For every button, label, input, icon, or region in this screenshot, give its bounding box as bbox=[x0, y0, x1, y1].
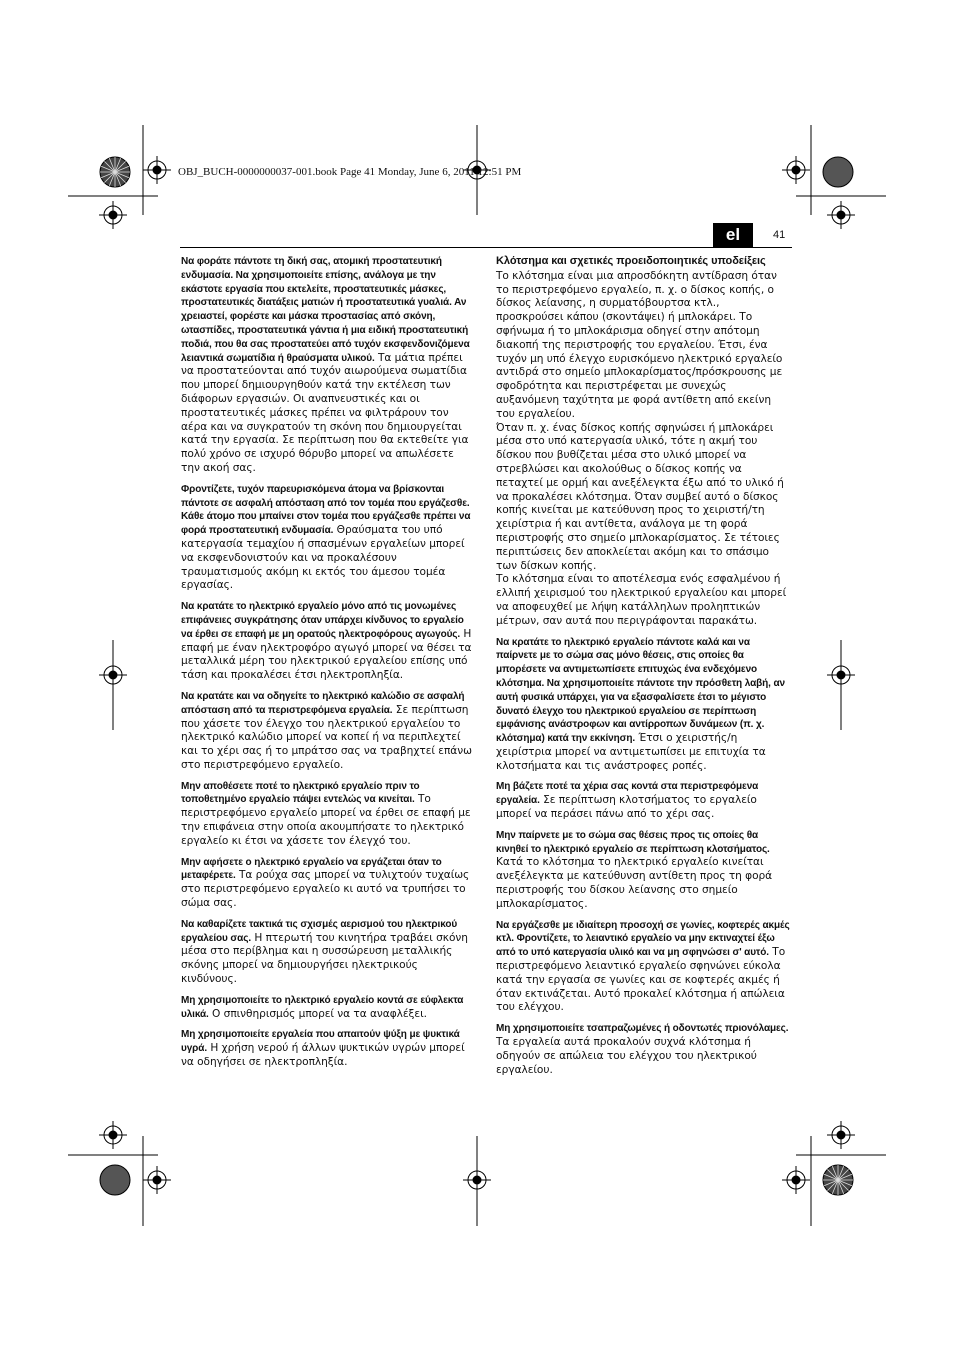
paragraph bbox=[496, 919, 790, 1016]
paragraph bbox=[181, 600, 475, 683]
paragraph-text: Τα ρούχα σας μπορεί να τυλιχτούν τυχαίως στο περιστρεφόμενο εργαλείο κι αυτό να τρυπήσει το σώμα σας. bbox=[181, 869, 470, 910]
intro-paragraph: Όταν π. χ. ένας δίσκος κοπής σφηνώσει ή μπλοκάρει μέσα στο υπό κατεργασία υλικό, τότε η ακμή του δίσκου που βυθίζεται μέσα στο υλικό μπορεί να στρεβλώσει και ακολούθως ο δίσκος κοπής να πεταχτεί με ορμή και ανεξέλεγκτα έξω από το υλικό ή να προκαλέσει κλότσημα. Όταν συμβεί αυτό ο δίσκος κοπής κινείται με κατεύθυνση προς το χειριστή/τη χειρίστρια ή και αντίθετα, ανάλογα με τη φορά περιστροφής στο σημείο μπλοκαρίσματος. Σε τέτοιες περιπτώσεις δεν αποκλείεται ακόμη και το σπάσιμο των δίσκων κοπής. bbox=[496, 421, 784, 572]
page-number: 41 bbox=[773, 229, 786, 241]
intro-paragraph: Το κλότσημα είναι μια απροσδόκητη αντίδραση όταν το περιστρεφόμενο εργαλείο, π. χ. ο δίσκος κοπής, ο δίσκος λείανσης, η συρματόβουρτσα κτλ., προσκρούσει κάπου (σκοντάψει) ή μπλοκάρει. Το σφήνωμα ή το μπλοκάρισμα οδηγεί στην απότομη διακοπή της περιστροφής του εργαλείου. Έτσι, ένα τυχόν μη υπό έλεγχο ευρισκόμενο ηλεκτρικό εργαλείο αντιδρά στο σημείο μπλοκαρίσματος/πρόσκρουσης με σφοδρότητα και περιστρέφεται με συνεχώς αυξανόμενη ταχύτητα με φορά αντίθετη από εκείνη του εργαλείου. bbox=[496, 269, 783, 420]
paragraph bbox=[181, 856, 475, 911]
paragraph bbox=[181, 483, 475, 593]
paragraph bbox=[496, 1022, 790, 1077]
paragraph-text: Το περιστρεφόμενο εργαλείο μπορεί να έρθει σε επαφή με την επιφάνεια στην οποία ακουμπήσατε το ηλεκτρικό εργαλείο κι έτσι να χάσετε τον έλεγχό του. bbox=[181, 793, 471, 847]
paragraph-text: Τα εργαλεία αυτά προκαλούν συχνά κλότσημα ή οδηγούν σε απώλεια του ελέγχου του ηλεκτρικού εργαλείου. bbox=[496, 1036, 757, 1076]
paragraph-text: Ο σπινθηρισμός μπορεί να τα αναφλέξει. bbox=[208, 1007, 427, 1020]
paragraph-text: Σε περίπτωση που χάσετε τον έλεγχο του ηλεκτρικού εργαλείου το ηλεκτρικό καλώδιο μπορεί να κοπεί ή να περιπλεχτεί και το χέρι σας ή το μπράτσο σας να τραβηχτεί επάνω στο περιστρεφόμενο εργαλείο. bbox=[181, 703, 472, 771]
paragraph-bold: Να καθαρίζετε τακτικά τις σχισμές αερισμού του ηλεκτρικού εργαλείου σας. bbox=[181, 918, 458, 944]
header-rule bbox=[180, 247, 792, 248]
paragraph-text: Σε περίπτωση κλοτσήματος το εργαλείο μπορεί να περάσει πάνω από το χέρι σας. bbox=[496, 794, 757, 821]
paragraph-text: Η χρήση νερού ή άλλων ψυκτικών υγρών μπορεί να οδηγήσει σε ηλεκτροπληξία. bbox=[181, 1042, 465, 1069]
left-column bbox=[181, 255, 475, 1077]
paragraph-bold: Μη χρησιμοποιείτε εργαλεία που απαιτούν ψύξη με ψυκτικά υγρά. bbox=[181, 1029, 460, 1055]
paragraph-text: Τα μάτια πρέπει να προστατεύονται από τυχόν αιωρούμενα σωματίδια που μπορεί δημιουργηθούν κατά την εκτέλεση των διάφορων εργασιών. Οι αναπνευστικές και οι προστατευτικές μάσκες πρέπει να φιλτράρουν τον αέρα και να συγκρατούν τη σκόνη που δημιουργείται κατά την εργασία. Σε περίπτωση που θα εκτεθείτε για πολύ χρόνο σε ισχυρό θόρυβο μπορεί να απωλέσετε την ακοή σας. bbox=[181, 351, 469, 474]
paragraph-bold: Μην αποθέσετε ποτέ το ηλεκτρικό εργαλείο πριν το τοποθετημένο εργαλείο πάψει εντελώς να κινείται. bbox=[181, 780, 420, 806]
paragraph bbox=[496, 829, 790, 912]
paragraph-bold: Να φοράτε πάντοτε τη δική σας, ατομική προστατευτική ενδυμασία. Να χρησιμοποιείτε επίσης, ανάλογα με την εκάστοτε εργασία που εκτελείτε, προστατευτικές μάσκες, προστατευτικές διατάξεις ματιών ή προστατευτικά γυαλιά. Αν χρειαστεί, φορέστε και μάσκα προστασίας από σκόνη, ωτασπίδες, προστατευτικά γάντια ή μια ειδική προστατευτική ποδιά, που θα σας προστατεύει από τυχόν εκσφενδονιζόμενα λειαντικά σωματίδια ή θραύσματα υλικού. bbox=[181, 256, 470, 364]
paragraph-text: Η επαφή με έναν ηλεκτροφόρο αγωγό μπορεί να θέσει τα μεταλλικά μέρη του ηλεκτρικού εργαλείου επίσης υπό τάση και προκαλέσει έτσι ηλεκτροπληξία. bbox=[181, 627, 472, 682]
paragraph-bold: Μη χρησιμοποιείτε το ηλεκτρικό εργαλείο κοντά σε εύφλεκτα υλικά. bbox=[181, 994, 464, 1020]
paragraph bbox=[181, 994, 475, 1022]
book-info-line: OBJ_BUCH-0000000037-001.book Page 41 Monday, June 6, 2011 12:51 PM bbox=[178, 166, 522, 178]
paragraph bbox=[496, 780, 790, 821]
paragraph-text: Το περιστρεφόμενο λειαντικό εργαλείο σφηνώνει εύκολα κατά την εργασία σε γωνίες και σε κοφτερές ακμές ή όταν εκτινάζεται. Αυτό προκαλεί κλότσημα ή απώλεια του ελέγχου. bbox=[496, 946, 786, 1014]
paragraph-bold: Να εργάζεσθε με ιδιαίτερη προσοχή σε γωνίες, κοφτερές ακμές κτλ. Φροντίζετε, το λειαντικό εργαλείο να μην εκτιναχτεί έξω από το υπό κατεργασία υλικό και να μη σφηνώσει σ' αυτό. bbox=[496, 919, 790, 959]
paragraph-text: Θραύσματα του υπό κατεργασία τεμαχίου ή σπασμένων εργαλείων μπορεί να εκσφενδονιστούν και να προκαλέσουν τραυματισμούς ακόμη κι εκτός του άμεσου τομέα εργασίας. bbox=[181, 524, 465, 592]
paragraph-bold: Να κρατάτε το ηλεκτρικό εργαλείο μόνο από τις μονωμένες επιφάνειες συγκράτησης όταν υπάρχει κίνδυνος το εργαλείο να έρθει σε επαφή με μη ορατούς ηλεκτροφόρους αγωγούς. bbox=[181, 601, 464, 640]
paragraph-text: Η πτερωτή του κινητήρα τραβάει σκόνη μέσα στο περίβλημα και η συσσώρευση μεταλλικής σκόνης μπορεί να δημιουργήσει ηλεκτρικούς κινδύνους. bbox=[181, 931, 468, 986]
paragraph bbox=[181, 918, 475, 987]
paragraph-bold: Μη βάζετε ποτέ τα χέρια σας κοντά στα περιστρεφόμενα εργαλεία. bbox=[496, 781, 759, 807]
paragraph-text: Κατά το κλότσημα το ηλεκτρικό εργαλείο κινείται ανεξέλεγκτα με κατεύθυνση αντίθετη προς τη φορά περιστροφής του δίσκου λείανσης στο σημείο μπλοκαρίσματος. bbox=[496, 856, 773, 910]
paragraph-bold: Μην αφήσετε ο ηλεκτρικό εργαλείο να εργάζεται όταν το μεταφέρετε. bbox=[181, 856, 442, 882]
paragraph bbox=[181, 690, 475, 773]
language-badge: el bbox=[713, 223, 753, 247]
paragraph-bold: Να κρατάτε και να οδηγείτε το ηλεκτρικό καλώδιο σε ασφαλή απόσταση από τα περιστρεφόμενα εργαλεία. bbox=[181, 690, 465, 716]
paragraph-bold: Μη χρησιμοποιείτε τσαπραζωμένες ή οδοντωτές πριονόλαμες. bbox=[496, 1023, 789, 1035]
paragraph-text: Έτσι ο χειριστής/η χειρίστρια μπορεί να αντιμετωπίσει με επιτυχία τα κλοτσήματα και τις ανάστροφες ροπές. bbox=[496, 732, 766, 772]
paragraph-bold: Να κρατάτε το ηλεκτρικό εργαλείο πάντοτε καλά και να παίρνετε με το σώμα σας μόνο θέσεις, στις οποίες θα μπορέσετε να αντιμετωπίσετε επιτυχώς ένα ενδεχόμενο κλότσημα. Να χρησιμοποιείτε πάντοτε την πρόσθετη λαβή, αν αυτή φυσικά υπάρχει, για να εξασφαλίσετε έτσι το μέγιστο δυνατό έλεγχο του ηλεκτρικού εργαλείου σε περίπτωση εμφάνισης ανάστροφων και αντίρροπων δυνάμεων (π. χ. κλότσημα) κατά την εκκίνηση. bbox=[496, 636, 786, 745]
paragraph bbox=[181, 1028, 475, 1069]
right-column bbox=[496, 255, 790, 1084]
intro-paragraph: Το κλότσημα είναι το αποτέλεσμα ενός εσφαλμένου ή ελλιπή χειρισμού του ηλεκτρικού εργαλείου και μπορεί να αποφευχθεί με λήψη κατάλληλων προληπτικών μέτρων, σαν αυτά που περιγράφονται παρακάτω. bbox=[496, 573, 787, 627]
paragraph bbox=[496, 636, 790, 774]
paragraph-bold: Φροντίζετε, τυχόν παρευρισκόμενα άτομα να βρίσκονται πάντοτε σε ασφαλή απόσταση από τον τομέα που εργάζεσθε. Κάθε άτομο που μπαίνει στον τομέα που εργάζεσθε πρέπει να φορά προστατευτική ενδυμασία. bbox=[181, 483, 471, 537]
paragraph bbox=[181, 255, 475, 476]
paragraph-bold: Μην παίρνετε με το σώμα σας θέσεις προς τις οποίες θα κινηθεί το ηλεκτρικό εργαλείο σε περίπτωση κλοτσήματος. bbox=[496, 829, 770, 855]
section-title: Κλότσημα και σχετικές προειδοποιητικές υποδείξεις bbox=[496, 255, 766, 267]
paragraph bbox=[181, 780, 475, 849]
